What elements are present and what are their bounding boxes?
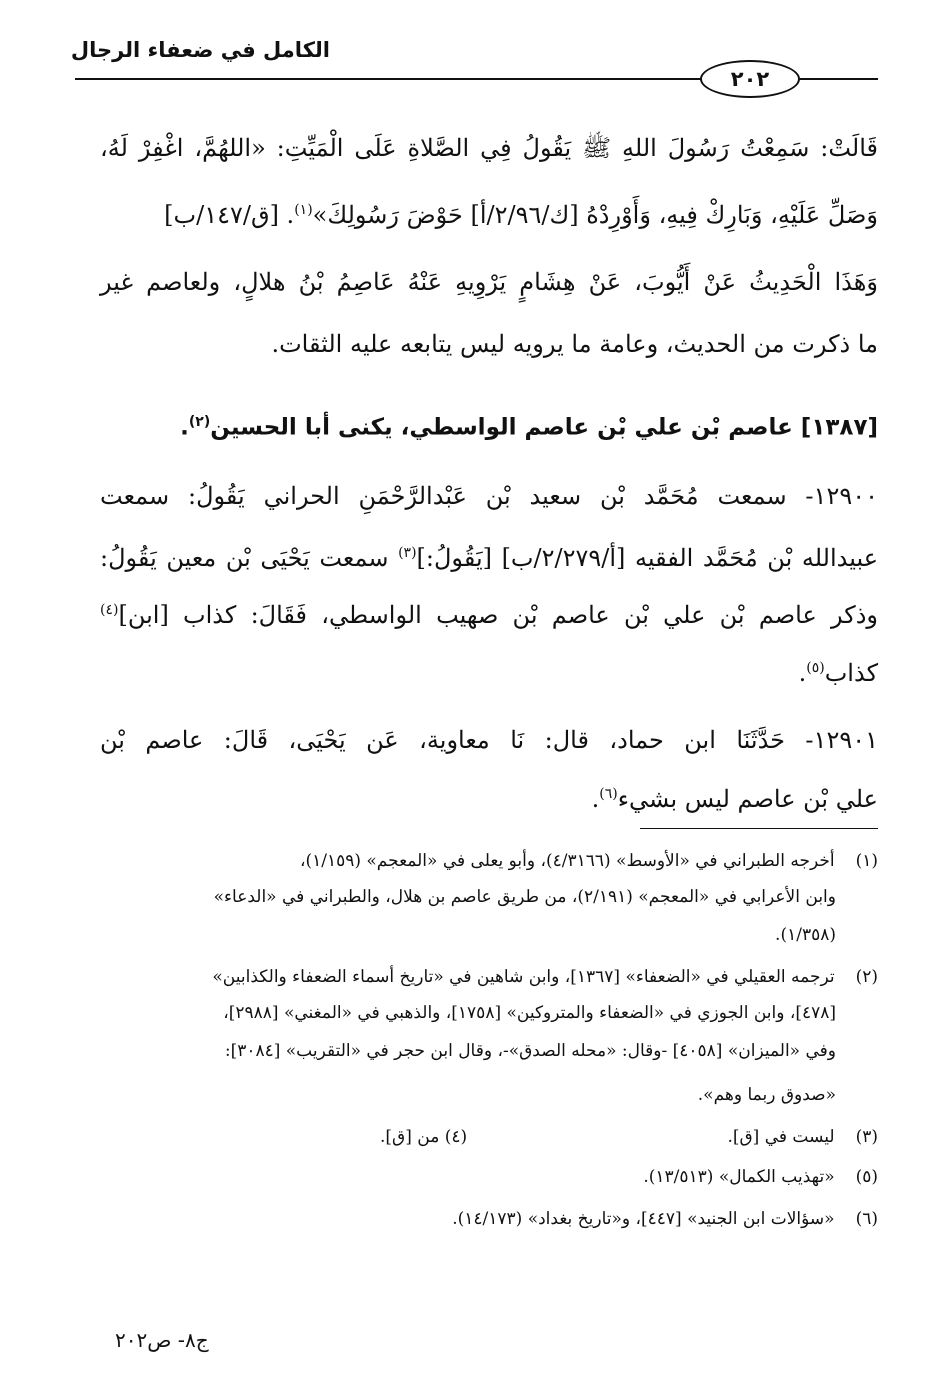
text-span: سمعت يَحْيَى بْن معين يَقُولُ: bbox=[100, 544, 399, 572]
footnote-text: [٤٧٨]، وابن الجوزي في «الضعفاء والمتروكين» [١٧٥٨]، والذهبي في «المغني» [٢٩٨٨]، bbox=[223, 1003, 836, 1023]
footnote-ref: (٦) bbox=[599, 786, 618, 802]
footnote-number: (١) bbox=[855, 851, 878, 871]
page-code: ج٨- ص٢٠٢ bbox=[115, 1328, 209, 1352]
hadith-line: ١٢٩٠٠- سمعت مُحَمَّد بْن سعيد بْن عَبْدالرَّحْمَنِ الحراني يَقُولُ: سمعت bbox=[100, 482, 878, 510]
footnote bbox=[212, 962, 878, 993]
footnote-text: من [ق]. bbox=[380, 1127, 440, 1147]
hadith-line: ١٢٩٠١- حَدَّثَنَا ابن حماد، قال: نَا معاوية، عَن يَحْيَى، قَالَ: عاصم بْن bbox=[100, 726, 878, 754]
text-span: . bbox=[591, 785, 600, 813]
footnote bbox=[452, 1204, 878, 1235]
text-span: كذاب bbox=[824, 659, 878, 687]
entry-heading-text: [١٣٨٧] عاصم بْن علي بْن عاصم الواسطي، يكنى أبا الحسين bbox=[210, 414, 878, 441]
footnote-number: (٣) bbox=[855, 1127, 878, 1147]
hadith-line bbox=[100, 533, 878, 578]
footnote-ref: (٥) bbox=[806, 660, 825, 676]
text-span: عبيدالله بْن مُحَمَّد الفقيه [أ/٢/٢٧٩/ب] [يَقُولُ:] bbox=[416, 544, 879, 572]
footnote-rule bbox=[640, 828, 878, 829]
footnote-ref: (٣) bbox=[398, 545, 417, 561]
footnote-number: (٤) bbox=[444, 1127, 468, 1147]
footnote bbox=[380, 1122, 467, 1153]
footnote bbox=[300, 846, 878, 877]
text-span: . [ق/١٤٧/ب] bbox=[164, 201, 295, 229]
footnote-text: وفي «الميزان» [٤٠٥٨] -وقال: «محله الصدق»-، وقال ابن حجر في «التقريب» [٣٠٨٤]: bbox=[224, 1041, 836, 1061]
page-number: ٢٠٢ bbox=[700, 60, 800, 98]
footnote-text: (١/٣٥٨). bbox=[775, 925, 836, 945]
footnote-ref: (٤) bbox=[100, 602, 119, 618]
footnote-ref: (١) bbox=[294, 202, 313, 218]
footnote bbox=[727, 1122, 878, 1153]
text-line: قَالَتْ: سَمِعْتُ رَسُولَ اللهِ ﷺ يَقُولُ فِي الصَّلاةِ عَلَى الْمَيِّتِ: «اللهُمَّ، اغْفِرْ لَهُ، bbox=[100, 134, 878, 162]
footnote-number: (٦) bbox=[855, 1209, 878, 1229]
hadith-line bbox=[100, 590, 878, 635]
footnote-number: (٢) bbox=[855, 967, 878, 987]
entry-heading bbox=[100, 402, 878, 448]
footnote-text: ليست في [ق]. bbox=[727, 1127, 835, 1147]
hadith-line bbox=[100, 774, 878, 819]
text-span: علي بْن عاصم ليس بشيء bbox=[617, 785, 878, 813]
footnote-text: «صدوق ربما وهم». bbox=[697, 1085, 836, 1105]
hadith-line bbox=[100, 648, 878, 693]
footnote-text: أخرجه الطبراني في «الأوسط» (٤/٣١٦٦)، وأبو يعلى في «المعجم» (١/١٥٩)، bbox=[299, 851, 835, 871]
footnote-text: وابن الأعرابي في «المعجم» (٢/١٩١)، من طريق عاصم بن هلال، والطبراني في «الدعاء» bbox=[213, 887, 836, 907]
text-span: . bbox=[180, 414, 189, 441]
footnote-ref: (٢) bbox=[188, 414, 211, 430]
running-title: الكامل في ضعفاء الرجال bbox=[70, 38, 330, 62]
text-span: وَصَلِّ عَلَيْهِ، وَبَارِكْ فِيهِ، وَأَوْرِدْهُ [ك/٢/٩٦/أ] حَوْضَ رَسُولِكَ» bbox=[312, 201, 878, 229]
footnote-text: «سؤالات ابن الجنيد» [٤٤٧]، و«تاريخ بغداد» (١٤/١٧٣). bbox=[452, 1209, 835, 1229]
text-span: وذكر عاصم بْن علي بْن عاصم بْن صهيب الواسطي، فَقَالَ: كذاب [ابن] bbox=[118, 601, 878, 629]
footnote-text: «تهذيب الكمال» (١٣/٥١٣). bbox=[643, 1167, 835, 1187]
text-line: وَهَذَا الْحَدِيثُ عَنْ أَيُّوبَ، عَنْ هِشَامٍ يَرْوِيهِ عَنْهُ عَاصِمُ بْنُ هلالٍ، ولعاصم غير bbox=[100, 268, 878, 296]
footnote bbox=[643, 1162, 878, 1193]
text-span: . bbox=[798, 659, 807, 687]
footnote-number: (٥) bbox=[855, 1167, 878, 1187]
text-line bbox=[100, 190, 878, 235]
footnote-text: ترجمه العقيلي في «الضعفاء» [١٣٦٧]، وابن شاهين في «تاريخ أسماء الضعفاء والكذابين» bbox=[212, 967, 835, 987]
text-line: ما ذكرت من الحديث، وعامة ما يرويه ليس يتابعه عليه الثقات. bbox=[271, 330, 878, 358]
